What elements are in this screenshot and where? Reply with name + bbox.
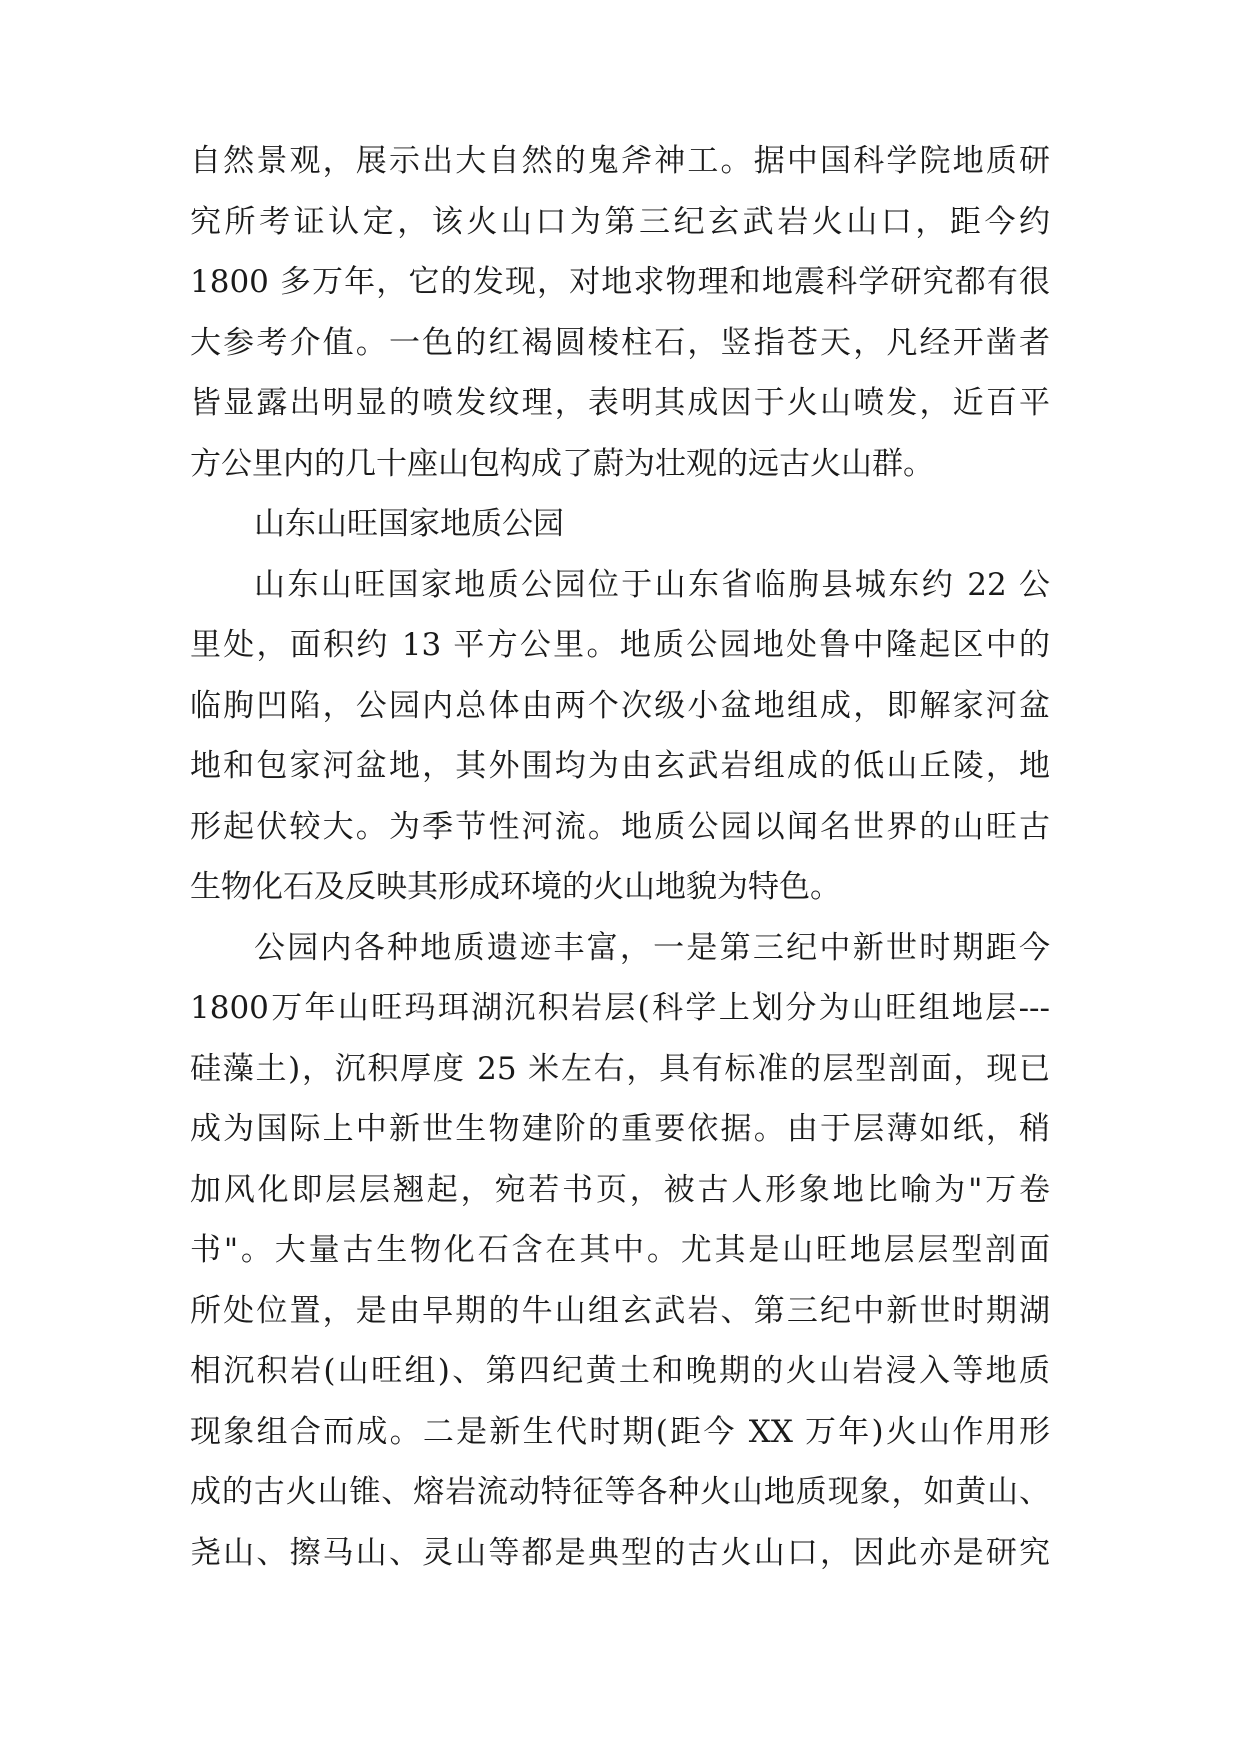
section-heading — [190, 494, 1050, 555]
text-line: 地和包家河盆地，其外围均为由玄武岩组成的低山丘陵，地 — [190, 748, 1050, 784]
text-line: 方公里内的几十座山包构成了蔚为壮观的远古火山群。 — [190, 445, 934, 482]
text-line: 自然景观，展示出大自然的鬼斧神工。据中国科学院地质研 — [190, 143, 1050, 179]
paragraph-park-location — [190, 555, 1050, 918]
text-line: 加风化即层层翘起，宛若书页，被古人形象地比喻为"万卷 — [190, 1171, 1050, 1208]
paragraph-volcano-description — [190, 131, 1050, 494]
text-line: 究所考证认定，该火山口为第三纪玄武岩火山口，距今约 — [190, 203, 1050, 240]
text-line: 1800 多万年，它的发现，对地求物理和地震科学研究都有很 — [190, 264, 1050, 300]
text-line: 皆显露出明显的喷发纹理，表明其成因于火山喷发，近百平 — [190, 385, 1050, 421]
text-line: 现象组合而成。二是新生代时期(距今 XX 万年)火山作用形 — [190, 1413, 1050, 1450]
text-line: 里处，面积约 13 平方公里。地质公园地处鲁中隆起区中的 — [190, 627, 1050, 663]
text-line: 硅藻土)，沉积厚度 25 米左右，具有标准的层型剖面，现已 — [190, 1050, 1050, 1087]
section-heading-text: 山东山旺国家地质公园 — [254, 506, 564, 542]
text-line: 1800万年山旺玛珥湖沉积岩层(科学上划分为山旺组地层--- — [190, 990, 1050, 1026]
text-line: 书"。大量古生物化石含在其中。尤其是山旺地层层型剖面 — [190, 1232, 1050, 1268]
text-line: 山东山旺国家地质公园位于山东省临朐县城东约 22 公 — [254, 566, 1050, 603]
text-line: 尧山、擦马山、灵山等都是典型的古火山口，因此亦是研究 — [190, 1534, 1050, 1571]
text-line: 临朐凹陷，公园内总体由两个次级小盆地组成，即解家河盆 — [190, 687, 1050, 724]
text-line: 成为国际上中新世生物建阶的重要依据。由于层薄如纸，稍 — [190, 1111, 1050, 1147]
text-line: 大参考介值。一色的红褐圆棱柱石，竖指苍天，凡经开凿者 — [190, 324, 1050, 361]
text-line: 形起伏较大。为季节性河流。地质公园以闻名世界的山旺古 — [190, 808, 1050, 845]
text-line: 生物化石及反映其形成环境的火山地貌为特色。 — [190, 869, 841, 905]
body-text — [190, 131, 1050, 1583]
text-line: 所处位置，是由早期的牛山组玄武岩、第三纪中新世时期湖 — [190, 1292, 1050, 1329]
paragraph-geological-relics — [190, 918, 1050, 1584]
text-line: 相沉积岩(山旺组)、第四纪黄土和晚期的火山岩浸入等地质 — [190, 1353, 1050, 1389]
text-line: 公园内各种地质遗迹丰富，一是第三纪中新世时期距今 — [254, 929, 1050, 966]
text-line: 成的古火山锥、熔岩流动特征等各种火山地质现象，如黄山、 — [190, 1474, 1050, 1510]
